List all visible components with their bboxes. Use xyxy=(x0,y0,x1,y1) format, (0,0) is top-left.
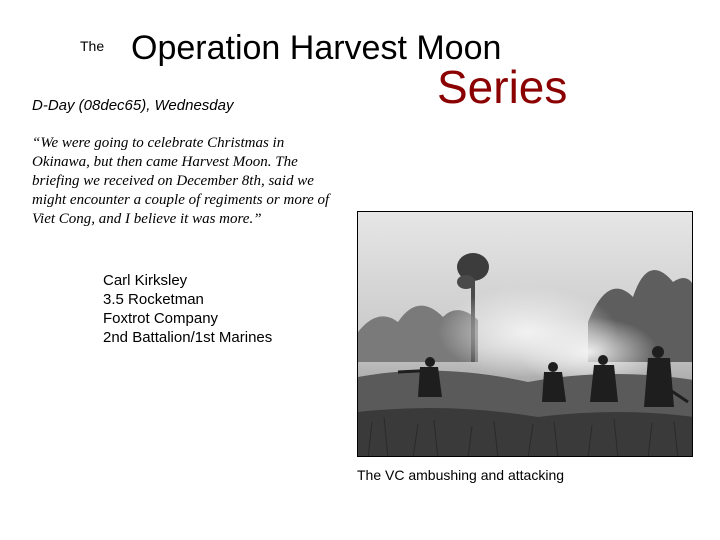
attribution-role: 3.5 Rocketman xyxy=(103,291,204,308)
attribution xyxy=(103,271,272,347)
subtitle: D-Day (08dec65), Wednesday xyxy=(32,97,234,114)
page-title: Operation Harvest Moon xyxy=(131,29,502,67)
attribution-company: Foxtrot Company xyxy=(103,310,219,327)
attribution-unit: 2nd Battalion/1st Marines xyxy=(103,329,273,346)
quote-text: “We were going to celebrate Christmas in Okinawa, but then came Harvest Moon. The briefing we received on December 8th, said we might encounter a couple of regiments or more of Viet Cong, and I believe it was more.” xyxy=(32,135,330,227)
attribution-name: Carl Kirksley xyxy=(103,272,188,289)
title-prefix: The xyxy=(80,38,105,54)
photo-caption: The VC ambushing and attacking xyxy=(357,467,565,483)
battle-photo-image xyxy=(358,212,693,457)
battle-photo xyxy=(357,211,693,457)
series-label: Series xyxy=(437,61,568,113)
